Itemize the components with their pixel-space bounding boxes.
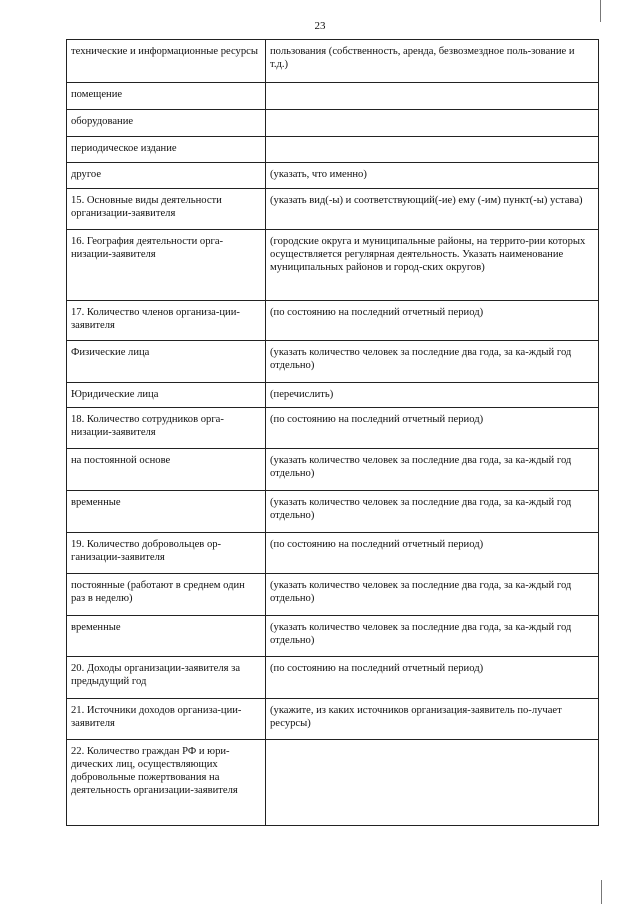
row-label-cell: временные — [67, 491, 266, 533]
row-label-cell: временные — [67, 616, 266, 657]
row-label-cell: технические и информационные ресурсы — [67, 40, 266, 83]
table-row — [67, 110, 599, 137]
row-value-cell: (указать количество человек за последние два года, за ка-ждый год отдельно) — [266, 491, 599, 533]
row-value-cell: пользования (собственность, аренда, безвозмездное поль-зование и т.д.) — [266, 40, 599, 83]
table-row — [67, 163, 599, 189]
row-label-cell: Физические лица — [67, 341, 266, 383]
table-row — [67, 189, 599, 230]
row-value-cell: (укажите, из каких источников организация-заявитель по-лучает ресурсы) — [266, 699, 599, 740]
table-row — [67, 40, 599, 83]
table-row — [67, 616, 599, 657]
row-value-cell: (перечислить) — [266, 383, 599, 408]
row-label-cell: 17. Количество членов организа-ции-заявителя — [67, 301, 266, 341]
table-row — [67, 137, 599, 163]
table-row — [67, 230, 599, 301]
row-value-cell: (по состоянию на последний отчетный период) — [266, 533, 599, 574]
row-label-cell: на постоянной основе — [67, 449, 266, 491]
table-row — [67, 83, 599, 110]
scan-edge-mark — [600, 0, 601, 22]
row-label-cell: 22. Количество граждан РФ и юри-дических лиц, осуществляющих добровольные пожертвования на деятельность организации-заявителя — [67, 740, 266, 826]
table-row — [67, 301, 599, 341]
application-form-table — [66, 39, 599, 826]
table-row — [67, 657, 599, 699]
row-value-cell: (по состоянию на последний отчетный период) — [266, 657, 599, 699]
table-row — [67, 408, 599, 449]
row-label-cell: периодическое издание — [67, 137, 266, 163]
table-row — [67, 341, 599, 383]
row-label-cell: 20. Доходы организации-заявителя за предыдущий год — [67, 657, 266, 699]
scan-edge-mark — [601, 880, 602, 904]
table-row — [67, 699, 599, 740]
table-row — [67, 740, 599, 826]
row-value-cell — [266, 83, 599, 110]
row-value-cell: (городские округа и муниципальные районы, на террито-рии которых осуществляется регулярная деятельность. Указать наименование муниципальных районов и город-ских округов) — [266, 230, 599, 301]
row-value-cell: (указать вид(-ы) и соответствующий(-ие) ему (-им) пункт(-ы) устава) — [266, 189, 599, 230]
row-label-cell: 16. География деятельности орга-низации-заявителя — [67, 230, 266, 301]
row-value-cell: (по состоянию на последний отчетный период) — [266, 408, 599, 449]
table-row — [67, 533, 599, 574]
page-number: 23 — [314, 20, 326, 32]
row-value-cell: (указать количество человек за последние два года, за ка-ждый год отдельно) — [266, 574, 599, 616]
row-value-cell: (по состоянию на последний отчетный период) — [266, 301, 599, 341]
row-value-cell — [266, 110, 599, 137]
row-value-cell — [266, 137, 599, 163]
row-label-cell: Юридические лица — [67, 383, 266, 408]
row-label-cell: 21. Источники доходов организа-ции-заявителя — [67, 699, 266, 740]
row-label-cell: помещение — [67, 83, 266, 110]
table-row — [67, 383, 599, 408]
row-label-cell: оборудование — [67, 110, 266, 137]
row-label-cell: 18. Количество сотрудников орга-низации-заявителя — [67, 408, 266, 449]
row-label-cell: 15. Основные виды деятельности организации-заявителя — [67, 189, 266, 230]
row-label-cell: 19. Количество добровольцев ор-ганизации-заявителя — [67, 533, 266, 574]
table-row — [67, 574, 599, 616]
row-value-cell: (указать, что именно) — [266, 163, 599, 189]
row-value-cell: (указать количество человек за последние два года, за ка-ждый год отдельно) — [266, 616, 599, 657]
row-label-cell: другое — [67, 163, 266, 189]
row-value-cell — [266, 740, 599, 826]
row-value-cell: (указать количество человек за последние два года, за ка-ждый год отдельно) — [266, 449, 599, 491]
row-label-cell: постоянные (работают в среднем один раз в неделю) — [67, 574, 266, 616]
table-row — [67, 491, 599, 533]
row-value-cell: (указать количество человек за последние два года, за ка-ждый год отдельно) — [266, 341, 599, 383]
table-row — [67, 449, 599, 491]
